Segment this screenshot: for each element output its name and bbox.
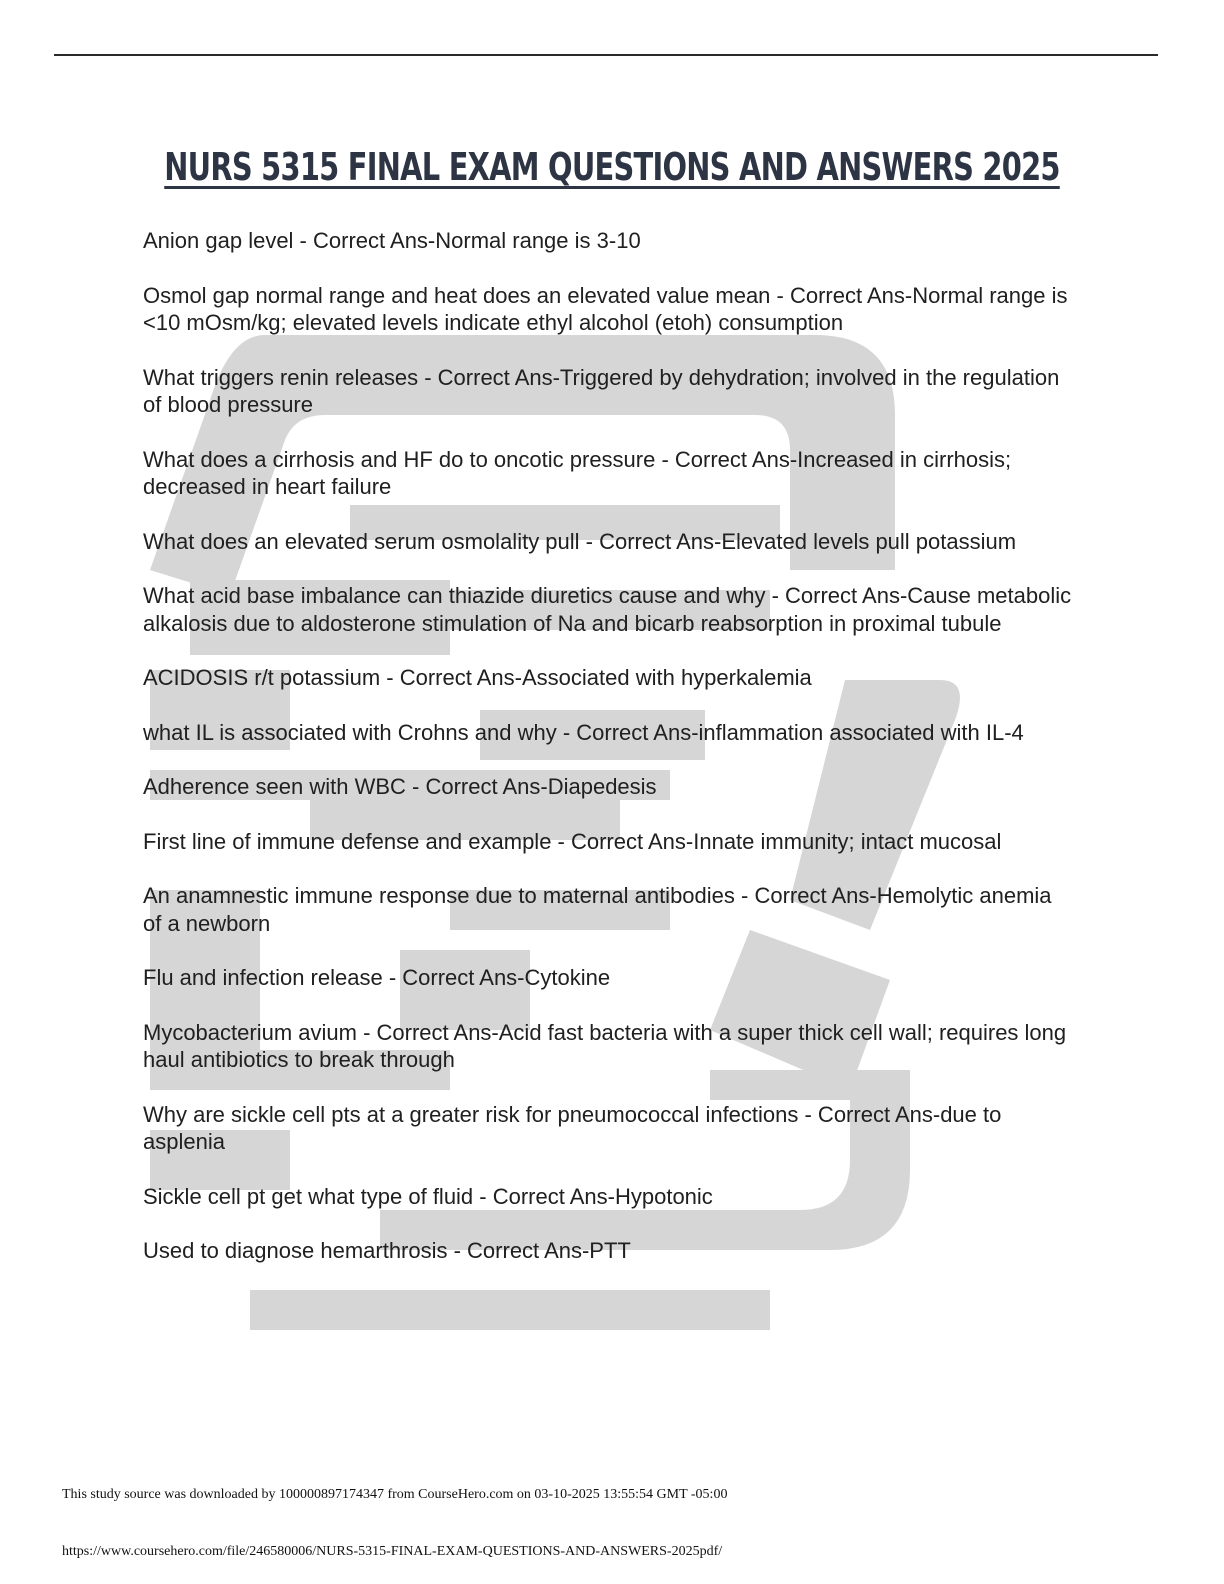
- footer-download-notice: This study source was downloaded by 100000897174347 from CourseHero.com on 03-10-2025 13:55:54 GMT -05:00: [62, 1487, 728, 1502]
- qa-item-serum-osmolality: What does an elevated serum osmolality pull - Correct Ans-Elevated levels pull potassium: [143, 528, 1017, 554]
- top-rule: [54, 54, 1158, 56]
- footer-url-link[interactable]: https://www.coursehero.com/file/246580006/NURS-5315-FINAL-EXAM-QUESTIONS-AND-ANSWERS-2025pdf/: [62, 1544, 723, 1559]
- qa-item-immune-defense: First line of immune defense and example - Correct Ans-Innate immunity; intact mucosal: [143, 828, 1002, 854]
- qa-item-acidosis: ACIDOSIS r/t potassium - Correct Ans-Associated with hyperkalemia: [143, 665, 812, 690]
- qa-item-osmol-gap: Osmol gap normal range and heat does an elevated value mean - Correct Ans-Normal range is <10 mOsm/kg; elevated levels indicate ethyl alcohol (etoh) consumption: [143, 282, 1068, 335]
- qa-item-flu-infection: Flu and infection release - Correct Ans-Cytokine: [143, 965, 611, 990]
- qa-item-anamnestic-response: An anamnestic immune response due to maternal antibodies - Correct Ans-Hemolytic anemia of a newborn: [143, 883, 1052, 936]
- qa-item-anion-gap: Anion gap level - Correct Ans-Normal range is 3-10: [143, 228, 641, 253]
- qa-item-renin: What triggers renin releases - Correct Ans-Triggered by dehydration; involved in the regulation of blood pressure: [143, 364, 1060, 417]
- qa-item-sickle-cell-infection: Why are sickle cell pts at a greater risk for pneumococcal infections - Correct Ans-due to asplenia: [143, 1101, 1002, 1154]
- qa-item-wbc-adherence: Adherence seen with WBC - Correct Ans-Diapedesis: [143, 774, 657, 799]
- qa-item-sickle-cell-fluid: Sickle cell pt get what type of fluid - Correct Ans-Hypotonic: [143, 1183, 713, 1209]
- qa-item-thiazide: What acid base imbalance can thiazide diuretics cause and why - Correct Ans-Cause metabolic alkalosis due to aldosterone stimulation of Na and bicarb reabsorption in proximal tubule: [143, 583, 1072, 636]
- page-title: NURS 5315 FINAL EXAM QUESTIONS AND ANSWERS 2025: [164, 145, 1060, 189]
- qa-list: [143, 227, 1073, 1292]
- qa-item-oncotic-pressure: What does a cirrhosis and HF do to oncotic pressure - Correct Ans-Increased in cirrhosis; decreased in heart failure: [143, 446, 1012, 499]
- qa-item-mycobacterium: Mycobacterium avium - Correct Ans-Acid fast bacteria with a super thick cell wall; requires long haul antibiotics to break through: [143, 1019, 1067, 1072]
- qa-item-crohns: what IL is associated with Crohns and why - Correct Ans-inflammation associated with IL-4: [143, 719, 1024, 745]
- qa-item-hemarthrosis: Used to diagnose hemarthrosis - Correct Ans-PTT: [143, 1238, 631, 1263]
